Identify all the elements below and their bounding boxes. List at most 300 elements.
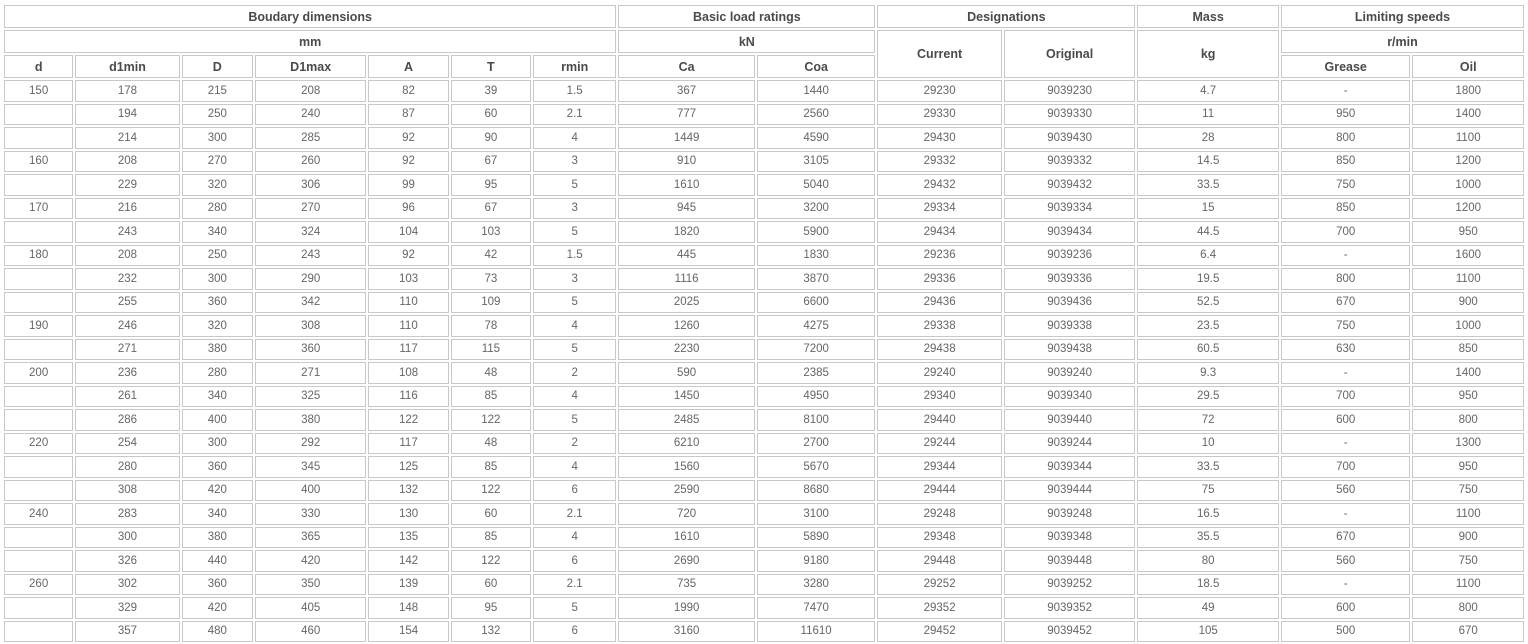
- cell-a: 99: [368, 174, 448, 196]
- col-big-d: D: [182, 55, 253, 78]
- table-row: [4, 621, 1524, 643]
- cell-mass: 49: [1137, 597, 1279, 619]
- cell-d1max: 420: [255, 550, 366, 572]
- cell-d1max: 360: [255, 339, 366, 361]
- cell-ca: 2590: [618, 480, 755, 502]
- cell-mass: 33.5: [1137, 174, 1279, 196]
- cell-coa: 4275: [757, 315, 875, 337]
- cell-oil: 950: [1412, 386, 1524, 408]
- cell-coa: 4950: [757, 386, 875, 408]
- unit-mm: mm: [4, 30, 616, 53]
- cell-d1min: 178: [75, 80, 179, 102]
- cell-current: 29334: [877, 198, 1002, 220]
- table-row: [4, 292, 1524, 314]
- cell-mass: 11: [1137, 104, 1279, 126]
- cell-d: [4, 527, 73, 549]
- cell-oil: 1400: [1412, 104, 1524, 126]
- cell-grease: -: [1281, 503, 1411, 525]
- cell-grease: 750: [1281, 174, 1411, 196]
- cell-mass: 18.5: [1137, 574, 1279, 596]
- cell-current: 29348: [877, 527, 1002, 549]
- cell-rmin: 6: [533, 480, 616, 502]
- table-row: [4, 245, 1524, 267]
- cell-grease: 850: [1281, 151, 1411, 173]
- cell-d1max: 308: [255, 315, 366, 337]
- cell-rmin: 5: [533, 174, 616, 196]
- cell-d1max: 324: [255, 221, 366, 243]
- table-row: [4, 527, 1524, 549]
- cell-d1max: 292: [255, 433, 366, 455]
- cell-coa: 3870: [757, 268, 875, 290]
- cell-original: 9039448: [1004, 550, 1136, 572]
- cell-a: 92: [368, 127, 448, 149]
- cell-d: [4, 292, 73, 314]
- table-row: [4, 456, 1524, 478]
- cell-d: 160: [4, 151, 73, 173]
- cell-current: 29444: [877, 480, 1002, 502]
- cell-grease: 950: [1281, 104, 1411, 126]
- cell-d: [4, 221, 73, 243]
- cell-rmin: 4: [533, 315, 616, 337]
- cell-d1max: 271: [255, 362, 366, 384]
- cell-d1min: 261: [75, 386, 179, 408]
- cell-t: 60: [451, 574, 531, 596]
- col-coa: Coa: [757, 55, 875, 78]
- cell-mass: 16.5: [1137, 503, 1279, 525]
- cell-rmin: 4: [533, 386, 616, 408]
- cell-d: [4, 127, 73, 149]
- cell-d1max: 345: [255, 456, 366, 478]
- cell-mass: 75: [1137, 480, 1279, 502]
- cell-d1max: 325: [255, 386, 366, 408]
- cell-oil: 1100: [1412, 574, 1524, 596]
- table-row: [4, 80, 1524, 102]
- cell-a: 117: [368, 339, 448, 361]
- cell-current: 29438: [877, 339, 1002, 361]
- cell-original: 9039344: [1004, 456, 1136, 478]
- cell-d: 190: [4, 315, 73, 337]
- table-row: [4, 574, 1524, 596]
- cell-current: 29236: [877, 245, 1002, 267]
- cell-big-d: 440: [182, 550, 253, 572]
- cell-t: 60: [451, 503, 531, 525]
- cell-d: 180: [4, 245, 73, 267]
- cell-coa: 1440: [757, 80, 875, 102]
- group-basic-load-ratings: Basic load ratings: [618, 5, 875, 28]
- cell-rmin: 3: [533, 151, 616, 173]
- cell-coa: 5900: [757, 221, 875, 243]
- cell-ca: 367: [618, 80, 755, 102]
- cell-rmin: 5: [533, 339, 616, 361]
- cell-current: 29332: [877, 151, 1002, 173]
- table-row: [4, 151, 1524, 173]
- cell-big-d: 250: [182, 245, 253, 267]
- cell-original: 9039248: [1004, 503, 1136, 525]
- cell-d: [4, 480, 73, 502]
- cell-big-d: 380: [182, 527, 253, 549]
- cell-current: 29352: [877, 597, 1002, 619]
- cell-big-d: 340: [182, 221, 253, 243]
- cell-d1min: 302: [75, 574, 179, 596]
- cell-d1min: 326: [75, 550, 179, 572]
- cell-d1min: 232: [75, 268, 179, 290]
- unit-rpm: r/min: [1281, 30, 1524, 53]
- cell-t: 60: [451, 104, 531, 126]
- cell-ca: 1990: [618, 597, 755, 619]
- cell-current: 29430: [877, 127, 1002, 149]
- cell-big-d: 360: [182, 574, 253, 596]
- cell-oil: 1100: [1412, 127, 1524, 149]
- cell-big-d: 300: [182, 433, 253, 455]
- cell-grease: -: [1281, 362, 1411, 384]
- cell-big-d: 340: [182, 503, 253, 525]
- cell-current: 29252: [877, 574, 1002, 596]
- cell-ca: 1610: [618, 174, 755, 196]
- cell-a: 82: [368, 80, 448, 102]
- cell-ca: 1450: [618, 386, 755, 408]
- cell-big-d: 380: [182, 339, 253, 361]
- cell-ca: 945: [618, 198, 755, 220]
- cell-grease: -: [1281, 574, 1411, 596]
- cell-t: 85: [451, 527, 531, 549]
- col-d1max: D1max: [255, 55, 366, 78]
- col-grease: Grease: [1281, 55, 1411, 78]
- cell-mass: 105: [1137, 621, 1279, 643]
- group-boundary-dimensions: Boudary dimensions: [4, 5, 616, 28]
- col-ca: Ca: [618, 55, 755, 78]
- cell-mass: 10: [1137, 433, 1279, 455]
- cell-coa: 3100: [757, 503, 875, 525]
- cell-big-d: 320: [182, 174, 253, 196]
- cell-original: 9039252: [1004, 574, 1136, 596]
- cell-grease: 850: [1281, 198, 1411, 220]
- table-row: [4, 221, 1524, 243]
- cell-current: 29448: [877, 550, 1002, 572]
- cell-d1min: 236: [75, 362, 179, 384]
- cell-d: [4, 409, 73, 431]
- table-body: [4, 80, 1524, 642]
- cell-d1min: 229: [75, 174, 179, 196]
- cell-rmin: 4: [533, 456, 616, 478]
- cell-oil: 1000: [1412, 174, 1524, 196]
- cell-d1max: 240: [255, 104, 366, 126]
- cell-rmin: 5: [533, 221, 616, 243]
- cell-t: 122: [451, 409, 531, 431]
- cell-big-d: 360: [182, 292, 253, 314]
- cell-oil: 1600: [1412, 245, 1524, 267]
- cell-a: 154: [368, 621, 448, 643]
- cell-d1max: 208: [255, 80, 366, 102]
- cell-original: 9039332: [1004, 151, 1136, 173]
- cell-big-d: 270: [182, 151, 253, 173]
- cell-d: 260: [4, 574, 73, 596]
- cell-oil: 1200: [1412, 198, 1524, 220]
- cell-original: 9039338: [1004, 315, 1136, 337]
- cell-grease: 600: [1281, 597, 1411, 619]
- cell-big-d: 300: [182, 127, 253, 149]
- col-a: A: [368, 55, 448, 78]
- cell-mass: 80: [1137, 550, 1279, 572]
- cell-t: 95: [451, 597, 531, 619]
- cell-coa: 9180: [757, 550, 875, 572]
- cell-grease: 600: [1281, 409, 1411, 431]
- cell-d: [4, 104, 73, 126]
- cell-coa: 1830: [757, 245, 875, 267]
- cell-d1max: 306: [255, 174, 366, 196]
- cell-oil: 670: [1412, 621, 1524, 643]
- cell-original: 9039352: [1004, 597, 1136, 619]
- col-t: T: [451, 55, 531, 78]
- cell-mass: 14.5: [1137, 151, 1279, 173]
- cell-d1min: 208: [75, 245, 179, 267]
- cell-d1min: 286: [75, 409, 179, 431]
- cell-mass: 52.5: [1137, 292, 1279, 314]
- cell-d: [4, 386, 73, 408]
- cell-ca: 910: [618, 151, 755, 173]
- cell-d: [4, 621, 73, 643]
- cell-mass: 72: [1137, 409, 1279, 431]
- cell-a: 96: [368, 198, 448, 220]
- cell-oil: 1100: [1412, 503, 1524, 525]
- cell-original: 9039244: [1004, 433, 1136, 455]
- cell-d1min: 283: [75, 503, 179, 525]
- cell-ca: 1820: [618, 221, 755, 243]
- cell-d: [4, 268, 73, 290]
- cell-mass: 9.3: [1137, 362, 1279, 384]
- cell-mass: 35.5: [1137, 527, 1279, 549]
- cell-a: 92: [368, 151, 448, 173]
- cell-ca: 3160: [618, 621, 755, 643]
- cell-coa: 5040: [757, 174, 875, 196]
- cell-t: 132: [451, 621, 531, 643]
- table-row: [4, 433, 1524, 455]
- cell-a: 135: [368, 527, 448, 549]
- cell-current: 29230: [877, 80, 1002, 102]
- cell-coa: 2700: [757, 433, 875, 455]
- table-row: [4, 339, 1524, 361]
- cell-grease: 800: [1281, 268, 1411, 290]
- cell-t: 103: [451, 221, 531, 243]
- cell-d1min: 255: [75, 292, 179, 314]
- cell-original: 9039440: [1004, 409, 1136, 431]
- cell-original: 9039236: [1004, 245, 1136, 267]
- cell-d: [4, 339, 73, 361]
- cell-ca: 720: [618, 503, 755, 525]
- cell-coa: 5670: [757, 456, 875, 478]
- cell-rmin: 2: [533, 433, 616, 455]
- cell-oil: 1300: [1412, 433, 1524, 455]
- cell-rmin: 5: [533, 292, 616, 314]
- cell-grease: 560: [1281, 480, 1411, 502]
- cell-big-d: 300: [182, 268, 253, 290]
- cell-original: 9039444: [1004, 480, 1136, 502]
- cell-d: 220: [4, 433, 73, 455]
- cell-d1min: 194: [75, 104, 179, 126]
- cell-d: [4, 597, 73, 619]
- cell-mass: 19.5: [1137, 268, 1279, 290]
- cell-oil: 1100: [1412, 268, 1524, 290]
- cell-mass: 60.5: [1137, 339, 1279, 361]
- table-row: [4, 268, 1524, 290]
- cell-oil: 1200: [1412, 151, 1524, 173]
- table-row: [4, 127, 1524, 149]
- cell-t: 73: [451, 268, 531, 290]
- cell-rmin: 4: [533, 527, 616, 549]
- cell-original: 9039230: [1004, 80, 1136, 102]
- cell-ca: 1116: [618, 268, 755, 290]
- table-row: [4, 174, 1524, 196]
- unit-kg: kg: [1137, 30, 1279, 78]
- cell-oil: 750: [1412, 550, 1524, 572]
- cell-big-d: 280: [182, 198, 253, 220]
- cell-a: 92: [368, 245, 448, 267]
- cell-original: 9039330: [1004, 104, 1136, 126]
- cell-t: 122: [451, 480, 531, 502]
- bearing-spec-table: [2, 3, 1526, 644]
- cell-rmin: 6: [533, 550, 616, 572]
- header-row-columns: [4, 55, 1524, 78]
- cell-a: 117: [368, 433, 448, 455]
- cell-rmin: 2: [533, 362, 616, 384]
- cell-d1max: 243: [255, 245, 366, 267]
- cell-rmin: 4: [533, 127, 616, 149]
- cell-current: 29244: [877, 433, 1002, 455]
- cell-rmin: 2.1: [533, 104, 616, 126]
- cell-d1min: 243: [75, 221, 179, 243]
- col-d: d: [4, 55, 73, 78]
- cell-t: 39: [451, 80, 531, 102]
- col-current: Current: [877, 30, 1002, 78]
- cell-big-d: 250: [182, 104, 253, 126]
- cell-a: 87: [368, 104, 448, 126]
- cell-t: 115: [451, 339, 531, 361]
- cell-current: 29344: [877, 456, 1002, 478]
- cell-d: 150: [4, 80, 73, 102]
- cell-oil: 900: [1412, 527, 1524, 549]
- cell-oil: 1000: [1412, 315, 1524, 337]
- cell-coa: 2385: [757, 362, 875, 384]
- cell-mass: 29.5: [1137, 386, 1279, 408]
- cell-current: 29340: [877, 386, 1002, 408]
- cell-d: 200: [4, 362, 73, 384]
- cell-t: 67: [451, 151, 531, 173]
- table-row: [4, 104, 1524, 126]
- cell-grease: -: [1281, 80, 1411, 102]
- cell-big-d: 420: [182, 480, 253, 502]
- cell-d1max: 290: [255, 268, 366, 290]
- cell-grease: 500: [1281, 621, 1411, 643]
- cell-ca: 2485: [618, 409, 755, 431]
- cell-ca: 2025: [618, 292, 755, 314]
- cell-original: 9039336: [1004, 268, 1136, 290]
- cell-rmin: 1.5: [533, 245, 616, 267]
- header-row-groups: [4, 5, 1524, 28]
- cell-a: 108: [368, 362, 448, 384]
- cell-original: 9039434: [1004, 221, 1136, 243]
- cell-d1min: 208: [75, 151, 179, 173]
- cell-t: 42: [451, 245, 531, 267]
- cell-coa: 8100: [757, 409, 875, 431]
- cell-a: 103: [368, 268, 448, 290]
- cell-big-d: 480: [182, 621, 253, 643]
- table-row: [4, 409, 1524, 431]
- cell-a: 122: [368, 409, 448, 431]
- cell-original: 9039430: [1004, 127, 1136, 149]
- cell-rmin: 3: [533, 198, 616, 220]
- cell-big-d: 340: [182, 386, 253, 408]
- cell-big-d: 360: [182, 456, 253, 478]
- cell-a: 125: [368, 456, 448, 478]
- cell-a: 148: [368, 597, 448, 619]
- cell-a: 130: [368, 503, 448, 525]
- cell-grease: 670: [1281, 527, 1411, 549]
- cell-current: 29330: [877, 104, 1002, 126]
- cell-d: 170: [4, 198, 73, 220]
- cell-d1min: 271: [75, 339, 179, 361]
- cell-t: 109: [451, 292, 531, 314]
- table-row: [4, 315, 1524, 337]
- cell-rmin: 2.1: [533, 503, 616, 525]
- cell-d: 240: [4, 503, 73, 525]
- cell-grease: 800: [1281, 127, 1411, 149]
- cell-mass: 28: [1137, 127, 1279, 149]
- cell-d1min: 300: [75, 527, 179, 549]
- cell-d1min: 329: [75, 597, 179, 619]
- table-row: [4, 503, 1524, 525]
- cell-d1min: 308: [75, 480, 179, 502]
- cell-grease: 750: [1281, 315, 1411, 337]
- cell-ca: 1260: [618, 315, 755, 337]
- col-rmin: rmin: [533, 55, 616, 78]
- cell-t: 122: [451, 550, 531, 572]
- cell-mass: 44.5: [1137, 221, 1279, 243]
- cell-d1min: 246: [75, 315, 179, 337]
- cell-coa: 7200: [757, 339, 875, 361]
- cell-big-d: 400: [182, 409, 253, 431]
- col-d1min: d1min: [75, 55, 179, 78]
- cell-d1max: 330: [255, 503, 366, 525]
- cell-current: 29338: [877, 315, 1002, 337]
- cell-original: 9039340: [1004, 386, 1136, 408]
- cell-d1max: 400: [255, 480, 366, 502]
- cell-oil: 750: [1412, 480, 1524, 502]
- cell-coa: 6600: [757, 292, 875, 314]
- cell-oil: 1400: [1412, 362, 1524, 384]
- cell-coa: 8680: [757, 480, 875, 502]
- cell-rmin: 5: [533, 597, 616, 619]
- cell-original: 9039334: [1004, 198, 1136, 220]
- cell-grease: 670: [1281, 292, 1411, 314]
- cell-mass: 33.5: [1137, 456, 1279, 478]
- cell-current: 29440: [877, 409, 1002, 431]
- cell-oil: 800: [1412, 409, 1524, 431]
- cell-coa: 4590: [757, 127, 875, 149]
- cell-rmin: 2.1: [533, 574, 616, 596]
- cell-original: 9039438: [1004, 339, 1136, 361]
- cell-t: 48: [451, 362, 531, 384]
- cell-a: 104: [368, 221, 448, 243]
- cell-d1min: 216: [75, 198, 179, 220]
- cell-a: 132: [368, 480, 448, 502]
- cell-d1max: 460: [255, 621, 366, 643]
- group-designations: Designations: [877, 5, 1135, 28]
- cell-rmin: 6: [533, 621, 616, 643]
- cell-coa: 3280: [757, 574, 875, 596]
- unit-kn: kN: [618, 30, 875, 53]
- cell-original: 9039452: [1004, 621, 1136, 643]
- cell-original: 9039348: [1004, 527, 1136, 549]
- cell-current: 29452: [877, 621, 1002, 643]
